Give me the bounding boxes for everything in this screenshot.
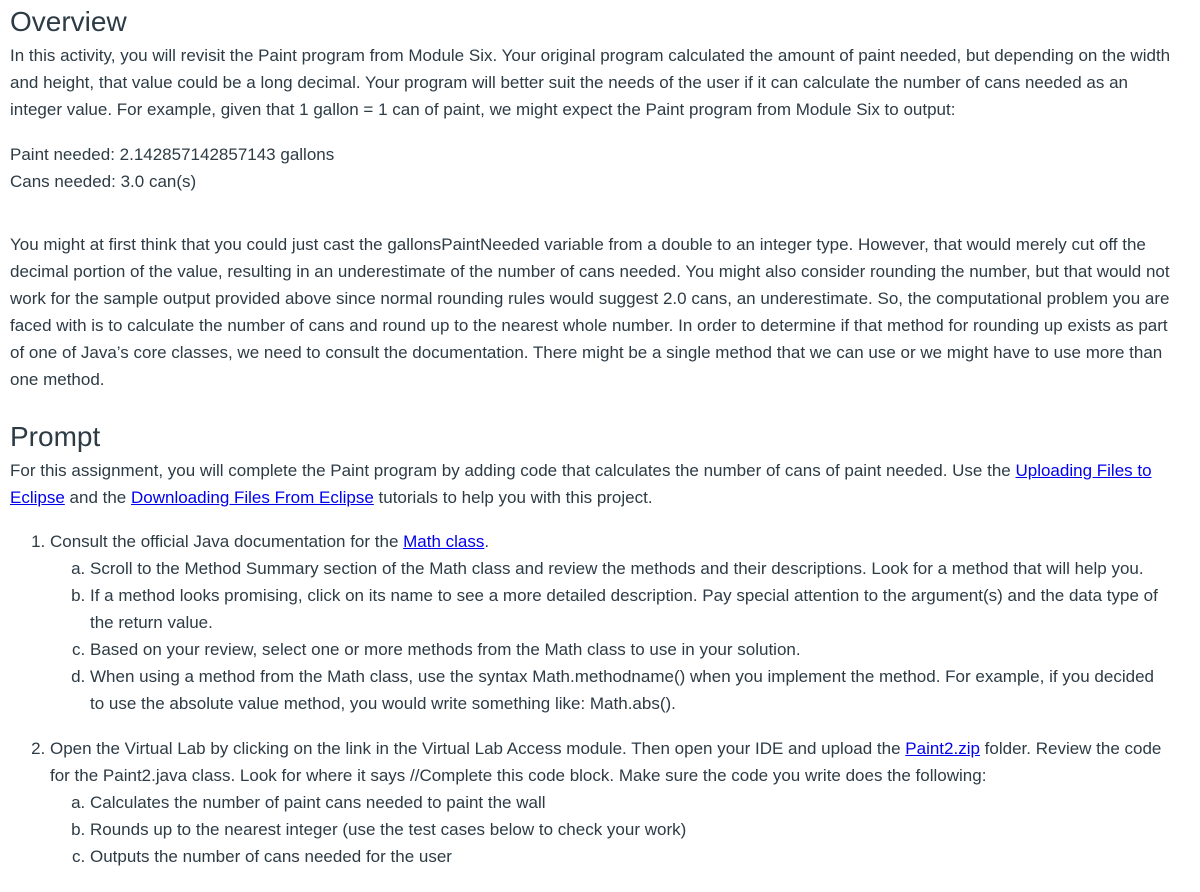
steps-list <box>10 528 1172 870</box>
substeps-list <box>50 789 1172 870</box>
step-item <box>50 735 1172 870</box>
prompt-intro-text: and the <box>64 488 131 507</box>
substeps-list <box>50 555 1172 717</box>
overview-heading: Overview <box>10 6 127 37</box>
substep-item: d. When using a method from the Math class, use the syntax Math.methodname() when you implement the method. For example, if you decided to use the absolute value method, you would write something like: Math.abs(). <box>90 663 1172 717</box>
sample-output-line: Cans needed: 3.0 can(s) <box>10 172 197 191</box>
math-class-link[interactable]: Math class <box>403 532 485 551</box>
paint2-zip-link[interactable]: Paint2.zip <box>905 739 980 758</box>
overview-explanation: You might at first think that you could just cast the gallonsPaintNeeded variable from a double to an integer type. However, that would merely cut off the decimal portion of the value, resulting in an underestimate of the number of cans needed. You might also consider rounding the number, but that would not work for the sample output provided above since normal rounding rules would suggest 2.0 cans, an underestimate. So, the computational problem you are faced with is to calculate the number of cans and round up to the nearest whole number. In order to determine if that method for rounding up exists as part of one of Java’s core classes, we need to consult the documentation. There might be a single method that we can use or we might have to use more than one method. <box>10 235 1170 389</box>
step-item <box>50 528 1172 717</box>
prompt-intro <box>10 457 1172 511</box>
substep-item: a. Scroll to the Method Summary section of the Math class and review the methods and their descriptions. Look for a method that will help you. <box>90 555 1172 582</box>
step-text: Open the Virtual Lab by clicking on the link in the Virtual Lab Access module. Then open your IDE and upload the <box>50 739 906 758</box>
sample-output-line: Paint needed: 2.142857142857143 gallons <box>10 145 335 164</box>
substep-item: b. Rounds up to the nearest integer (use the test cases below to check your work) <box>90 816 1172 843</box>
step-text: folder. Review the code for the Paint2.java class. Look for where it says //Complete this code block. Make sure the code you write does the following: <box>50 739 1162 785</box>
sample-output <box>10 141 1172 195</box>
overview-intro: In this activity, you will revisit the Paint program from Module Six. Your original program calculated the amount of paint needed, but depending on the width and height, that value could be a long decimal. Your program will better suit the needs of the user if it can calculate the number of cans needed as an integer value. For example, given that 1 gallon = 1 can of paint, we might expect the Paint program from Module Six to output: <box>10 46 1171 119</box>
substep-item: c. Outputs the number of cans needed for the user <box>90 843 1172 870</box>
prompt-heading: Prompt <box>10 421 101 452</box>
downloading-files-link[interactable]: Downloading Files From Eclipse <box>130 488 374 507</box>
substep-item: b. If a method looks promising, click on its name to see a more detailed description. Pay special attention to the argument(s) and the data type of the return value. <box>90 582 1172 636</box>
prompt-intro-text: For this assignment, you will complete the Paint program by adding code that calculates the number of cans of paint needed. Use the <box>10 461 1016 480</box>
step-text: Consult the official Java documentation for the <box>50 532 404 551</box>
step-text: . <box>484 532 490 551</box>
prompt-intro-text: tutorials to help you with this project. <box>373 488 653 507</box>
substep-item: a. Calculates the number of paint cans needed to paint the wall <box>90 789 1172 816</box>
substep-item: c. Based on your review, select one or more methods from the Math class to use in your solution. <box>90 636 1172 663</box>
uploading-files-link[interactable]: Uploading Files to Eclipse <box>10 461 1152 507</box>
